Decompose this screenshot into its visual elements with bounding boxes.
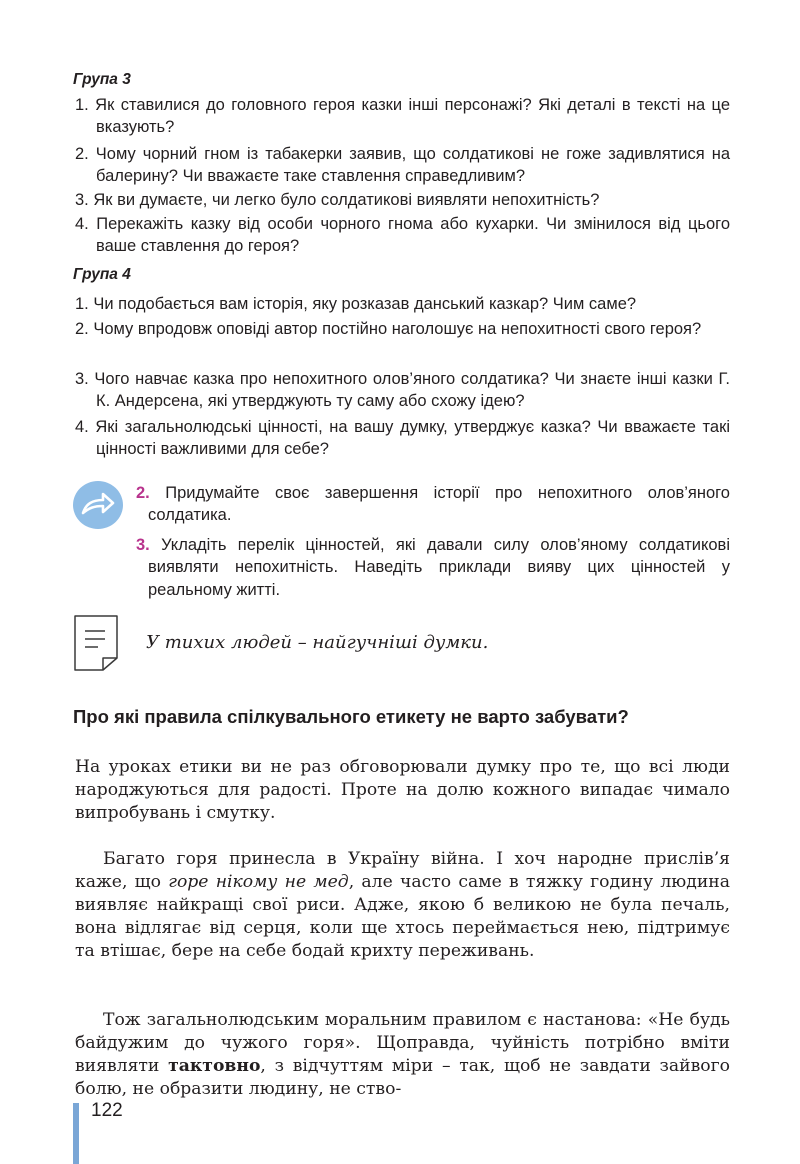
paragraph-1: На уроках етики ви не раз обговорювали думку про те, що всі люди народжуються для радості. Проте на долю кожного випадає чимало випробувань і смутку. — [75, 757, 730, 823]
section-heading: Про які правила спілкувального етикету не варто забувати? — [73, 706, 629, 727]
group4-question-1: 1. Чи подобається вам історія, яку розказав данський казкар? Чим саме? — [75, 295, 637, 313]
task-2-text: Придумайте своє завершення історії про непохитного олов’яного солдатика. — [148, 484, 730, 525]
task-2 — [136, 482, 730, 527]
page-number: 122 — [91, 1100, 123, 1121]
task-3-number: 3. — [136, 536, 150, 554]
paragraph-2-part-1: Багато горя принесла в Україну війна. І хоч народне прислів’я каже, що — [75, 849, 730, 892]
paragraph-3-keyword: тактовно — [168, 1055, 261, 1076]
task-3-text: Укладіть перелік цінностей, які давали силу олов’яному солдатикові виявляти непохитність. Наведіть приклади вияву цих цінностей у реальному житті. — [148, 536, 730, 599]
group3-question-3: 3. Як ви думаєте, чи легко було солдатикові виявляти непохитність? — [75, 191, 600, 209]
share-icon — [72, 480, 124, 530]
paragraph-3-part-2: , з відчуттям міри – так, щоб не завдати зайвого болю, не образити людину, не ство- — [75, 1055, 730, 1099]
note-icon — [72, 613, 124, 673]
group3-question-1: 1. Як ставилися до головного героя казки інші персонажі? Які деталі в тексті на це вказують? — [75, 96, 730, 137]
paragraph-3-part-1: Тож загальнолюдським моральним правилом є настанова: «Не будь байдужим до чужого горя». Щоправда, чуйність потрібно вміти виявляти — [75, 1010, 730, 1076]
group3-title: Група 3 — [73, 71, 131, 88]
group4-title: Група 4 — [73, 266, 131, 283]
group4-question-4: 4. Які загальнолюдські цінності, на вашу думку, утверджує казка? Чи вважаєте такі цінності важливими для себе? — [75, 418, 730, 459]
paragraph-3 — [75, 1009, 730, 1101]
paragraph-2 — [75, 848, 730, 963]
group3-question-4: 4. Перекажіть казку від особи чорного гнома або кухарки. Чи змінилося від цього ваше ставлення до героя? — [75, 215, 730, 256]
paragraph-2-part-2: , але часто саме в тяжку годину людина виявляє найкращі свої риси. Адже, якою б великою не була печаль, вона відлягає від серця, коли ще хтось переймається нею, підтримує та втішає, бере на себе бодай крихту переживань. — [75, 871, 731, 961]
group3-question-2: 2. Чому чорний гном із табакерки заявив, що солдатикові не гоже задивлятися на балерину? Чи вважаєте таке ставлення справедливим? — [75, 145, 730, 186]
group4-question-2: 2. Чому впродовж оповіді автор постійно наголошує на непохитності свого героя? — [75, 320, 702, 338]
quote: У тихих людей – найгучніші думки. — [146, 632, 489, 653]
paragraph-2-proverb: горе нікому не мед — [168, 871, 349, 892]
task-3 — [136, 534, 730, 601]
task-2-number: 2. — [136, 484, 150, 502]
group4-question-3: 3. Чого навчає казка про непохитного олов’яного солдатика? Чи знаєте інші казки Г. К. Андерсена, які утверджують ту саму або схожу ідею? — [75, 370, 730, 411]
page-margin-bar — [73, 1103, 79, 1164]
